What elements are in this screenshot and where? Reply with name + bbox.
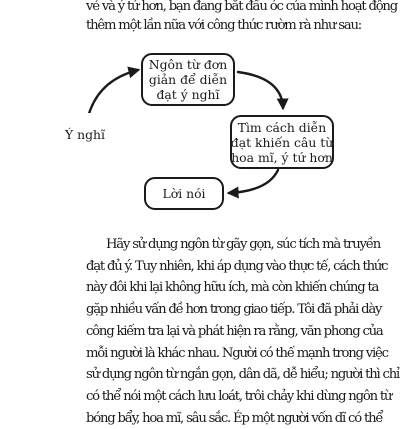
node-label: hoa mĩ, ý tứ hơn: [231, 149, 333, 165]
text-line: bóng bẩy, hoa mĩ, sâu sắc. Ép một người vốn dĩ có thể: [86, 410, 383, 426]
arrow-simple-to-elaborate: [238, 72, 283, 108]
node-label: đạt khiến câu từ: [230, 134, 334, 150]
text-line: này đôi khi lại không hữu ích, mà còn khiến chúng ta: [86, 280, 379, 296]
text-line: có thể nói một cách lưu loát, trôi chảy khi dùng ngôn từ: [86, 388, 392, 404]
node-label: Ngôn từ đơn: [148, 57, 228, 72]
node-label: Tìm cách diễn: [237, 119, 327, 135]
node-label: đạt ý nghĩ: [156, 87, 220, 102]
text-line: gặp nhiều vấn đề hơn trong giao tiếp. Tôi đã phải dày: [86, 302, 382, 318]
node-speech: [144, 177, 224, 210]
text-line: công kiếm tra lại và phát hiện ra rằng, văn phong của: [86, 323, 383, 339]
text-line: thêm một lần nữa với công thức rườm rà như sau:: [86, 18, 362, 33]
node-elaborate-words: [230, 115, 334, 169]
node-simple-words: [141, 53, 235, 106]
arrow-elaborate-to-speech: [229, 170, 278, 193]
node-label: Ý nghĩ: [65, 126, 105, 142]
node-label: giản để diễn: [148, 72, 228, 87]
text-line: Hãy sử dụng ngôn từ gãy gọn, súc tích mà truyền: [106, 237, 381, 252]
text-line: mỗi người là khác nhau. Người có thế mạnh trong việc: [86, 345, 388, 361]
node-idea: [53, 113, 117, 155]
text-line: đạt đủ ý. Tuy nhiên, khi áp dụng vào thực tế, cách thức: [86, 258, 388, 274]
arrow-idea-to-simple: [88, 70, 138, 117]
text-line: vẻ và ý tứ hơn, bạn đang bắt đầu óc của mình hoạt động: [86, 0, 397, 14]
node-label: Lời nói: [162, 186, 206, 201]
text-line: sử dụng ngôn từ ngắn gọn, dân dã, dễ hiểu; người thì chỉ: [86, 367, 400, 383]
